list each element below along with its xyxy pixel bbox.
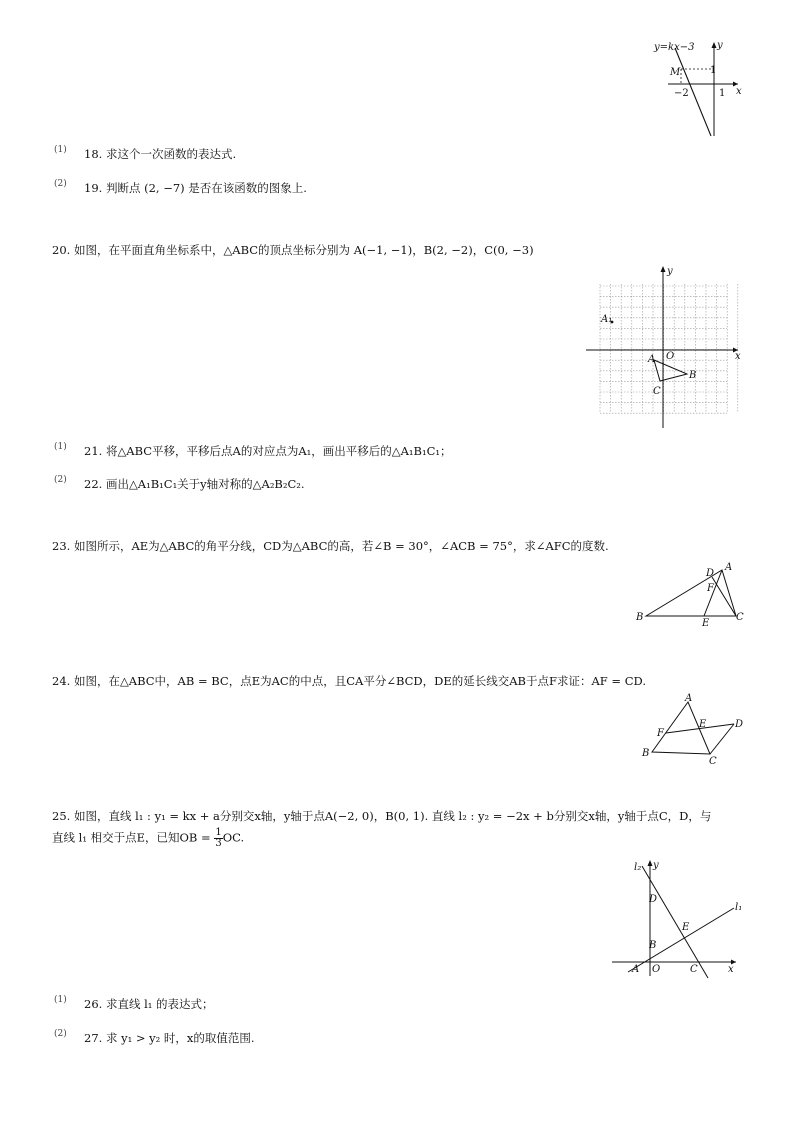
y-axis-label: y	[653, 860, 659, 871]
question-text: 27. 求 y₁ > y₂ 时，x的取值范围.	[84, 1031, 255, 1045]
x-axis-label: x	[736, 86, 742, 97]
question-text-line-2	[52, 828, 711, 849]
origin-label: O	[652, 964, 661, 975]
sub-tag: (1)	[54, 442, 67, 452]
question-19	[54, 180, 307, 196]
question-text-line-2-end: OC.	[222, 830, 245, 845]
question-text: 19. 判断点 (2, −7) 是否在该函数的图象上.	[84, 181, 307, 195]
question-18	[54, 146, 236, 162]
segment-cd	[710, 724, 734, 754]
y-axis-arrow	[648, 860, 653, 866]
fraction-denominator: 3	[215, 838, 222, 849]
y-axis-arrow	[712, 42, 717, 48]
fraction-one-third	[214, 828, 222, 849]
point-m-label: M	[670, 67, 681, 78]
question-23	[52, 538, 609, 554]
question-text-line-1: 25. 如图，直线 l₁ : y₁ = kx + a分别交x轴，y轴于点A(−2, 0)，B(0, 1). 直线 l₂ : y₂ = −2x + b分别交x轴，y轴于点C，D，与	[52, 809, 712, 823]
x-axis-label: x	[728, 964, 734, 975]
origin-label: O	[666, 351, 675, 362]
triangle-midpoint-graph	[638, 692, 748, 766]
tick-label-y-1: 1	[710, 65, 717, 76]
point-a-label: A	[632, 964, 640, 975]
two-lines-graph	[610, 856, 750, 982]
question-22	[54, 476, 305, 492]
line-label: y=kx−3	[654, 42, 695, 53]
question-text: 20. 如图，在平面直角坐标系中，△ABC的顶点坐标分别为 A(−1, −1)，B(2, −2)，C(0, −3)	[52, 243, 534, 257]
point-f-label: F	[657, 728, 664, 739]
sub-tag: (2)	[54, 179, 67, 189]
point-d-label: D	[649, 894, 658, 905]
point-f-label: F	[707, 583, 714, 594]
grid-lines	[600, 284, 738, 413]
y-axis-label: y	[667, 266, 673, 277]
sub-tag: (2)	[54, 1029, 67, 1039]
tick-label-x-1: 1	[719, 88, 726, 99]
y-axis-arrow	[661, 266, 666, 272]
point-b-label: B	[689, 370, 697, 381]
triangle-angle-bisector-graph	[632, 560, 746, 628]
question-text-line-2-start: 直线 l₁ 相交于点E，已知OB =	[52, 830, 215, 845]
line-l2	[642, 866, 708, 978]
sub-tag: (2)	[54, 475, 67, 485]
point-b-label: B	[642, 748, 650, 759]
triangle-abc	[646, 570, 736, 616]
question-text: 22. 画出△A₁B₁C₁关于y轴对称的△A₂B₂C₂.	[84, 477, 305, 491]
line-l1-label: l₁	[735, 902, 743, 913]
question-text: 23. 如图所示，AE为△ABC的角平分线，CD为△ABC的高，若∠B = 30°，∠ACB = 75°，求∠AFC的度数.	[52, 539, 609, 553]
fraction-numerator: 1	[215, 827, 222, 838]
question-text: 26. 求直线 l₁ 的表达式；	[84, 997, 214, 1011]
question-24	[52, 673, 646, 689]
question-text: 18. 求这个一次函数的表达式.	[84, 147, 237, 161]
point-e-label: E	[682, 922, 690, 933]
question-21	[54, 443, 452, 459]
question-20	[52, 242, 534, 258]
point-c-label: C	[709, 756, 717, 767]
y-axis-label: y	[717, 40, 723, 51]
figure-triangle-angle-bisector	[632, 560, 746, 628]
point-a-label: A	[685, 693, 693, 704]
figure-coordinate-grid	[586, 264, 746, 430]
point-d-label: D	[735, 719, 744, 730]
question-27	[54, 1030, 255, 1046]
point-c-label: C	[690, 964, 698, 975]
point-a-label: A	[725, 562, 733, 573]
tick-label-neg2: −2	[674, 88, 689, 99]
point-d-label: D	[706, 568, 715, 579]
point-c-label: C	[736, 612, 744, 623]
figure-linear-function	[650, 36, 750, 140]
point-a1-label: A₁	[601, 314, 613, 325]
coordinate-grid-graph	[586, 264, 746, 430]
question-26	[54, 996, 214, 1012]
figure-two-lines	[610, 856, 750, 982]
point-b-label: B	[649, 940, 657, 951]
figure-triangle-midpoint	[638, 692, 748, 766]
question-text: 24. 如图，在△ABC中，AB = BC，点E为AC的中点，且CA平分∠BCD，DE的延长线交AB于点F求证：AF = CD.	[52, 674, 646, 688]
linear-function-graph	[650, 36, 750, 140]
sub-tag: (1)	[54, 145, 67, 155]
question-text: 21. 将△ABC平移，平移后点A的对应点为A₁，画出平移后的△A₁B₁C₁；	[84, 444, 452, 458]
question-25	[52, 808, 711, 849]
segment-cd	[712, 577, 736, 616]
x-axis-label: x	[735, 351, 741, 362]
point-c-label: C	[653, 386, 661, 397]
point-e-label: E	[699, 719, 707, 730]
sub-tag: (1)	[54, 995, 67, 1005]
line-l2-label: l₂	[634, 862, 642, 873]
point-a-label: A	[648, 354, 656, 365]
point-b-label: B	[636, 612, 644, 623]
point-e-label: E	[702, 618, 710, 629]
